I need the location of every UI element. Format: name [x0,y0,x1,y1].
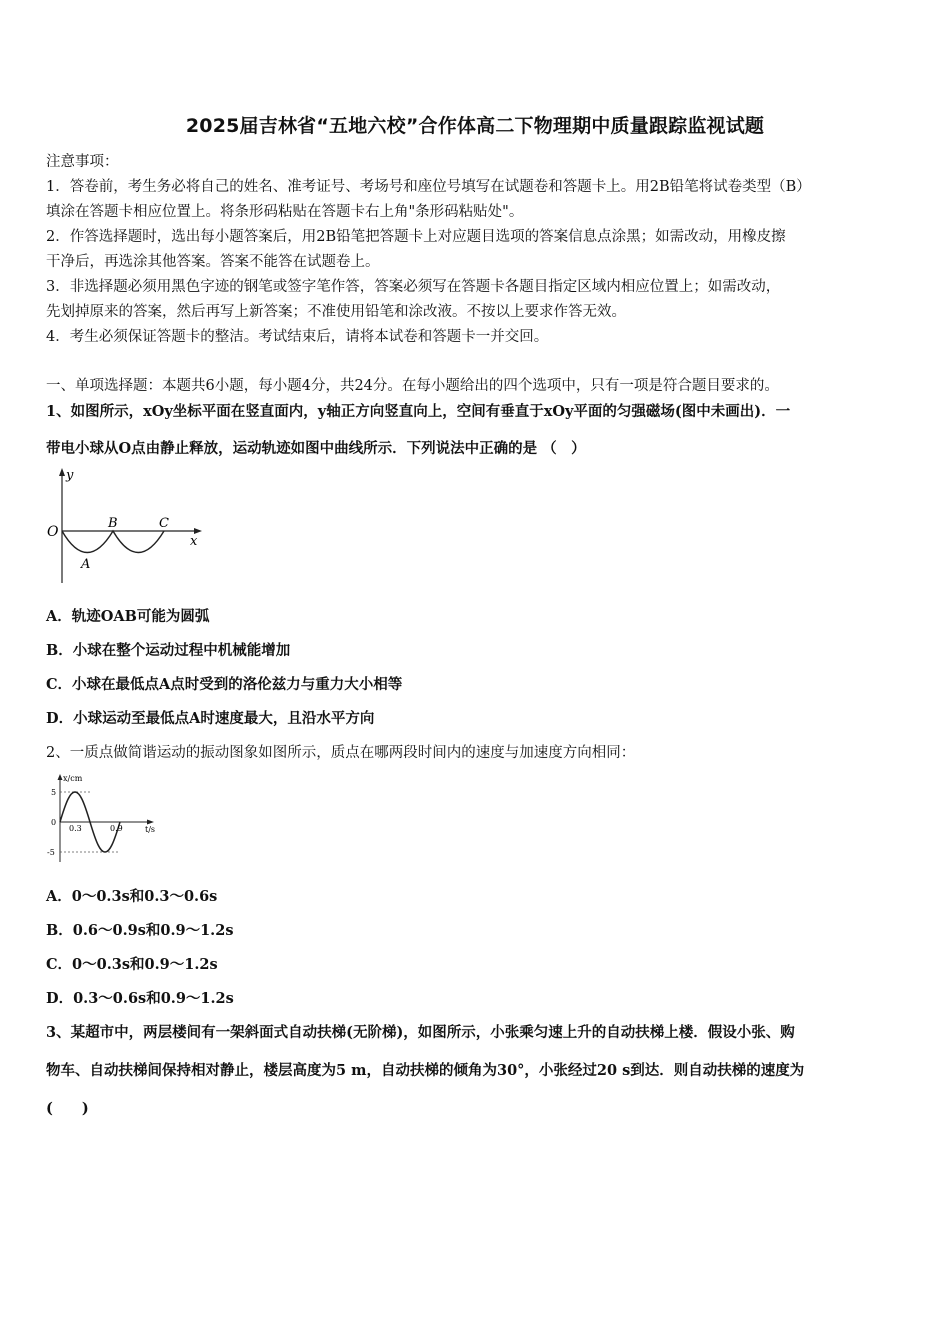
label-b: B [108,516,118,531]
notice-line: 2．作答选择题时，选出每小题答案后，用2B铅笔把答题卡上对应题目选项的答案信息点涂黑；如需改动，用橡皮擦 [46,229,786,245]
y-axis-arrow [59,468,65,476]
vibration-graph [46,772,164,867]
option-a: A．0～0.3s和0.3～0.6s [46,888,218,905]
option-d: D．0.3～0.6s和0.9～1.2s [46,990,234,1007]
notice-line: 4．考生必须保证答题卡的整洁。考试结束后，请将本试卷和答题卡一并交回。 [46,329,549,345]
notice-line: 干净后，再选涂其他答案。答案不能答在试题卷上。 [46,254,380,270]
page-title: 2025届吉林省“五地六校”合作体高二下物理期中质量跟踪监视试题 [185,115,765,137]
notice-line: 1．答卷前，考生务必将自己的姓名、准考证号、考场号和座位号填写在试题卷和答题卡上。用2B铅笔将试卷类型（B） [46,179,811,195]
notice-heading: 注意事项： [46,154,119,170]
label-a: A [81,557,91,572]
notice-line: 先划掉原来的答案，然后再写上新答案；不准使用铅笔和涂改液。不按以上要求作答无效。 [46,304,626,320]
label-0: 0 [51,818,57,827]
label-c: C [159,516,169,531]
label-minus-5: -5 [47,848,55,857]
section-heading: 一、单项选择题：本题共6小题，每小题4分，共24分。在每小题给出的四个选项中，只有一项是符合题目要求的。 [46,378,779,394]
label-x: x [190,534,198,549]
question-1-stem: 1、如图所示，xOy坐标平面在竖直面内，y轴正方向竖直向上，空间有垂直于xOy平面的匀强磁场(图中未画出)．一 [46,403,791,420]
label-y: y [66,468,74,483]
notice-line: 3．非选择题必须用黑色字迹的钢笔或签字笔作答，答案必须写在答题卡各题目指定区域内相应位置上；如需改动， [46,279,781,295]
t-axis-arrow [147,820,154,825]
question-2-stem: 2、一质点做简谐运动的振动图象如图所示，质点在哪两段时间内的速度与加速度方向相同： [46,745,636,761]
question-1-stem: 带电小球从O点由静止释放，运动轨迹如图中曲线所示．下列说法中正确的是 （ ） [46,440,586,457]
option-c: C．小球在最低点A点时受到的洛伦兹力与重力大小相等 [46,676,403,693]
label-5: 5 [51,788,57,797]
question-3-stem: 3、某超市中，两层楼间有一架斜面式自动扶梯(无阶梯)，如图所示，小张乘匀速上升的自动扶梯上楼．假设小张、购 [46,1024,795,1041]
label-0-9: 0.9 [110,824,123,833]
label-x-cm: x/cm [63,774,83,783]
label-0-3: 0.3 [69,824,82,833]
option-b: B．小球在整个运动过程中机械能增加 [46,642,291,659]
x-cm-axis-arrow [58,774,63,780]
option-a: A．轨迹OAB可能为圆弧 [46,608,210,625]
option-b: B．0.6～0.9s和0.9～1.2s [46,922,234,939]
option-c: C．0～0.3s和0.9～1.2s [46,956,218,973]
question-3-stem: ( ) [46,1100,89,1117]
trajectory-figure [44,466,209,588]
trajectory-curve [62,531,164,553]
label-o: O [47,524,59,540]
option-d: D．小球运动至最低点A时速度最大，且沿水平方向 [46,710,375,727]
question-3-stem: 物车、自动扶梯间保持相对静止，楼层高度为5 m，自动扶梯的倾角为30°，小张经过20 s到达．则自动扶梯的速度为 [46,1062,805,1079]
notice-line: 填涂在答题卡相应位置上。将条形码粘贴在答题卡右上角"条形码粘贴处"。 [46,204,524,220]
label-t-s: t/s [145,825,156,834]
